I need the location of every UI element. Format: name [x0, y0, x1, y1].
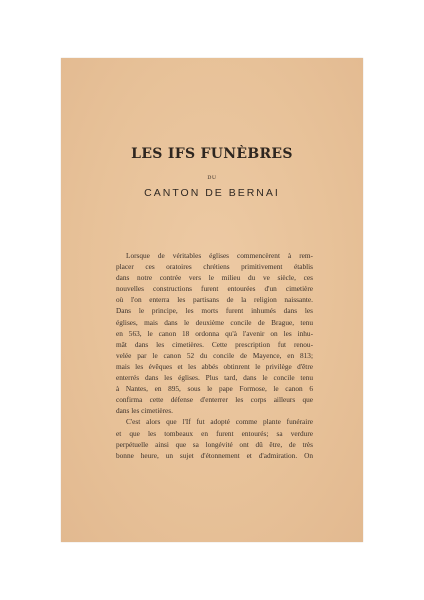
document-page [61, 58, 363, 542]
text-line: à Nantes, en 895, sous le pape Formose, le canon 6 [116, 384, 313, 394]
text-line: bonne heure, un sujet d'étonnement et d'admiration. On [116, 450, 313, 460]
document-title: LES IFS FUNÈBRES [131, 146, 293, 162]
text-line: dans notre contrée vers le milieu du ve siècle, ces [116, 273, 313, 283]
text-line: dans les cimetières. [116, 406, 173, 416]
paragraph-2 [116, 416, 313, 460]
text-line: Dans le principe, les morts furent inhumés dans les [116, 306, 313, 316]
paragraph-1 [116, 250, 313, 416]
text-line: mât dans les cimetières. Cette prescription fut renou- [116, 339, 313, 349]
text-line: nouvelles constructions furent entourées d'un cimetière [116, 284, 313, 294]
text-line: Lorsque de véritables églises commencèrent à rem- [126, 251, 313, 260]
text-line: placer ces oratoires chrétiens primitivement établis [116, 262, 313, 272]
text-line: enterrés dans les églises. Plus tard, dans le concile tenu [116, 373, 313, 383]
text-line: et que les tombeaux en furent entourés; sa verdure [116, 428, 313, 438]
text-line: mais les évêques et les abbés obtinrent le privilège d'être [116, 361, 313, 371]
body-text [116, 250, 313, 461]
document-subtitle: CANTON DE BERNAI [144, 187, 280, 199]
text-line: en 563, le canon 18 ordonna qu'à l'avenir on les inhu- [116, 328, 313, 338]
text-line: confirma cette défense d'enterrer les corps ailleurs que [116, 395, 313, 405]
text-line: églises, mais dans le deuxième concile de Brague, tenu [116, 317, 313, 327]
text-line: velée par le canon 52 du concile de Mayence, en 813; [116, 350, 313, 360]
title-connector: DU [207, 175, 217, 181]
text-line: C'est alors que l'If fut adopté comme plante funéraire [126, 417, 313, 427]
text-line: où l'on enterra les partisans de la religion naissante. [116, 295, 313, 305]
text-line: perpétuelle ainsi que sa longévité ont dû être, de très [116, 439, 313, 449]
